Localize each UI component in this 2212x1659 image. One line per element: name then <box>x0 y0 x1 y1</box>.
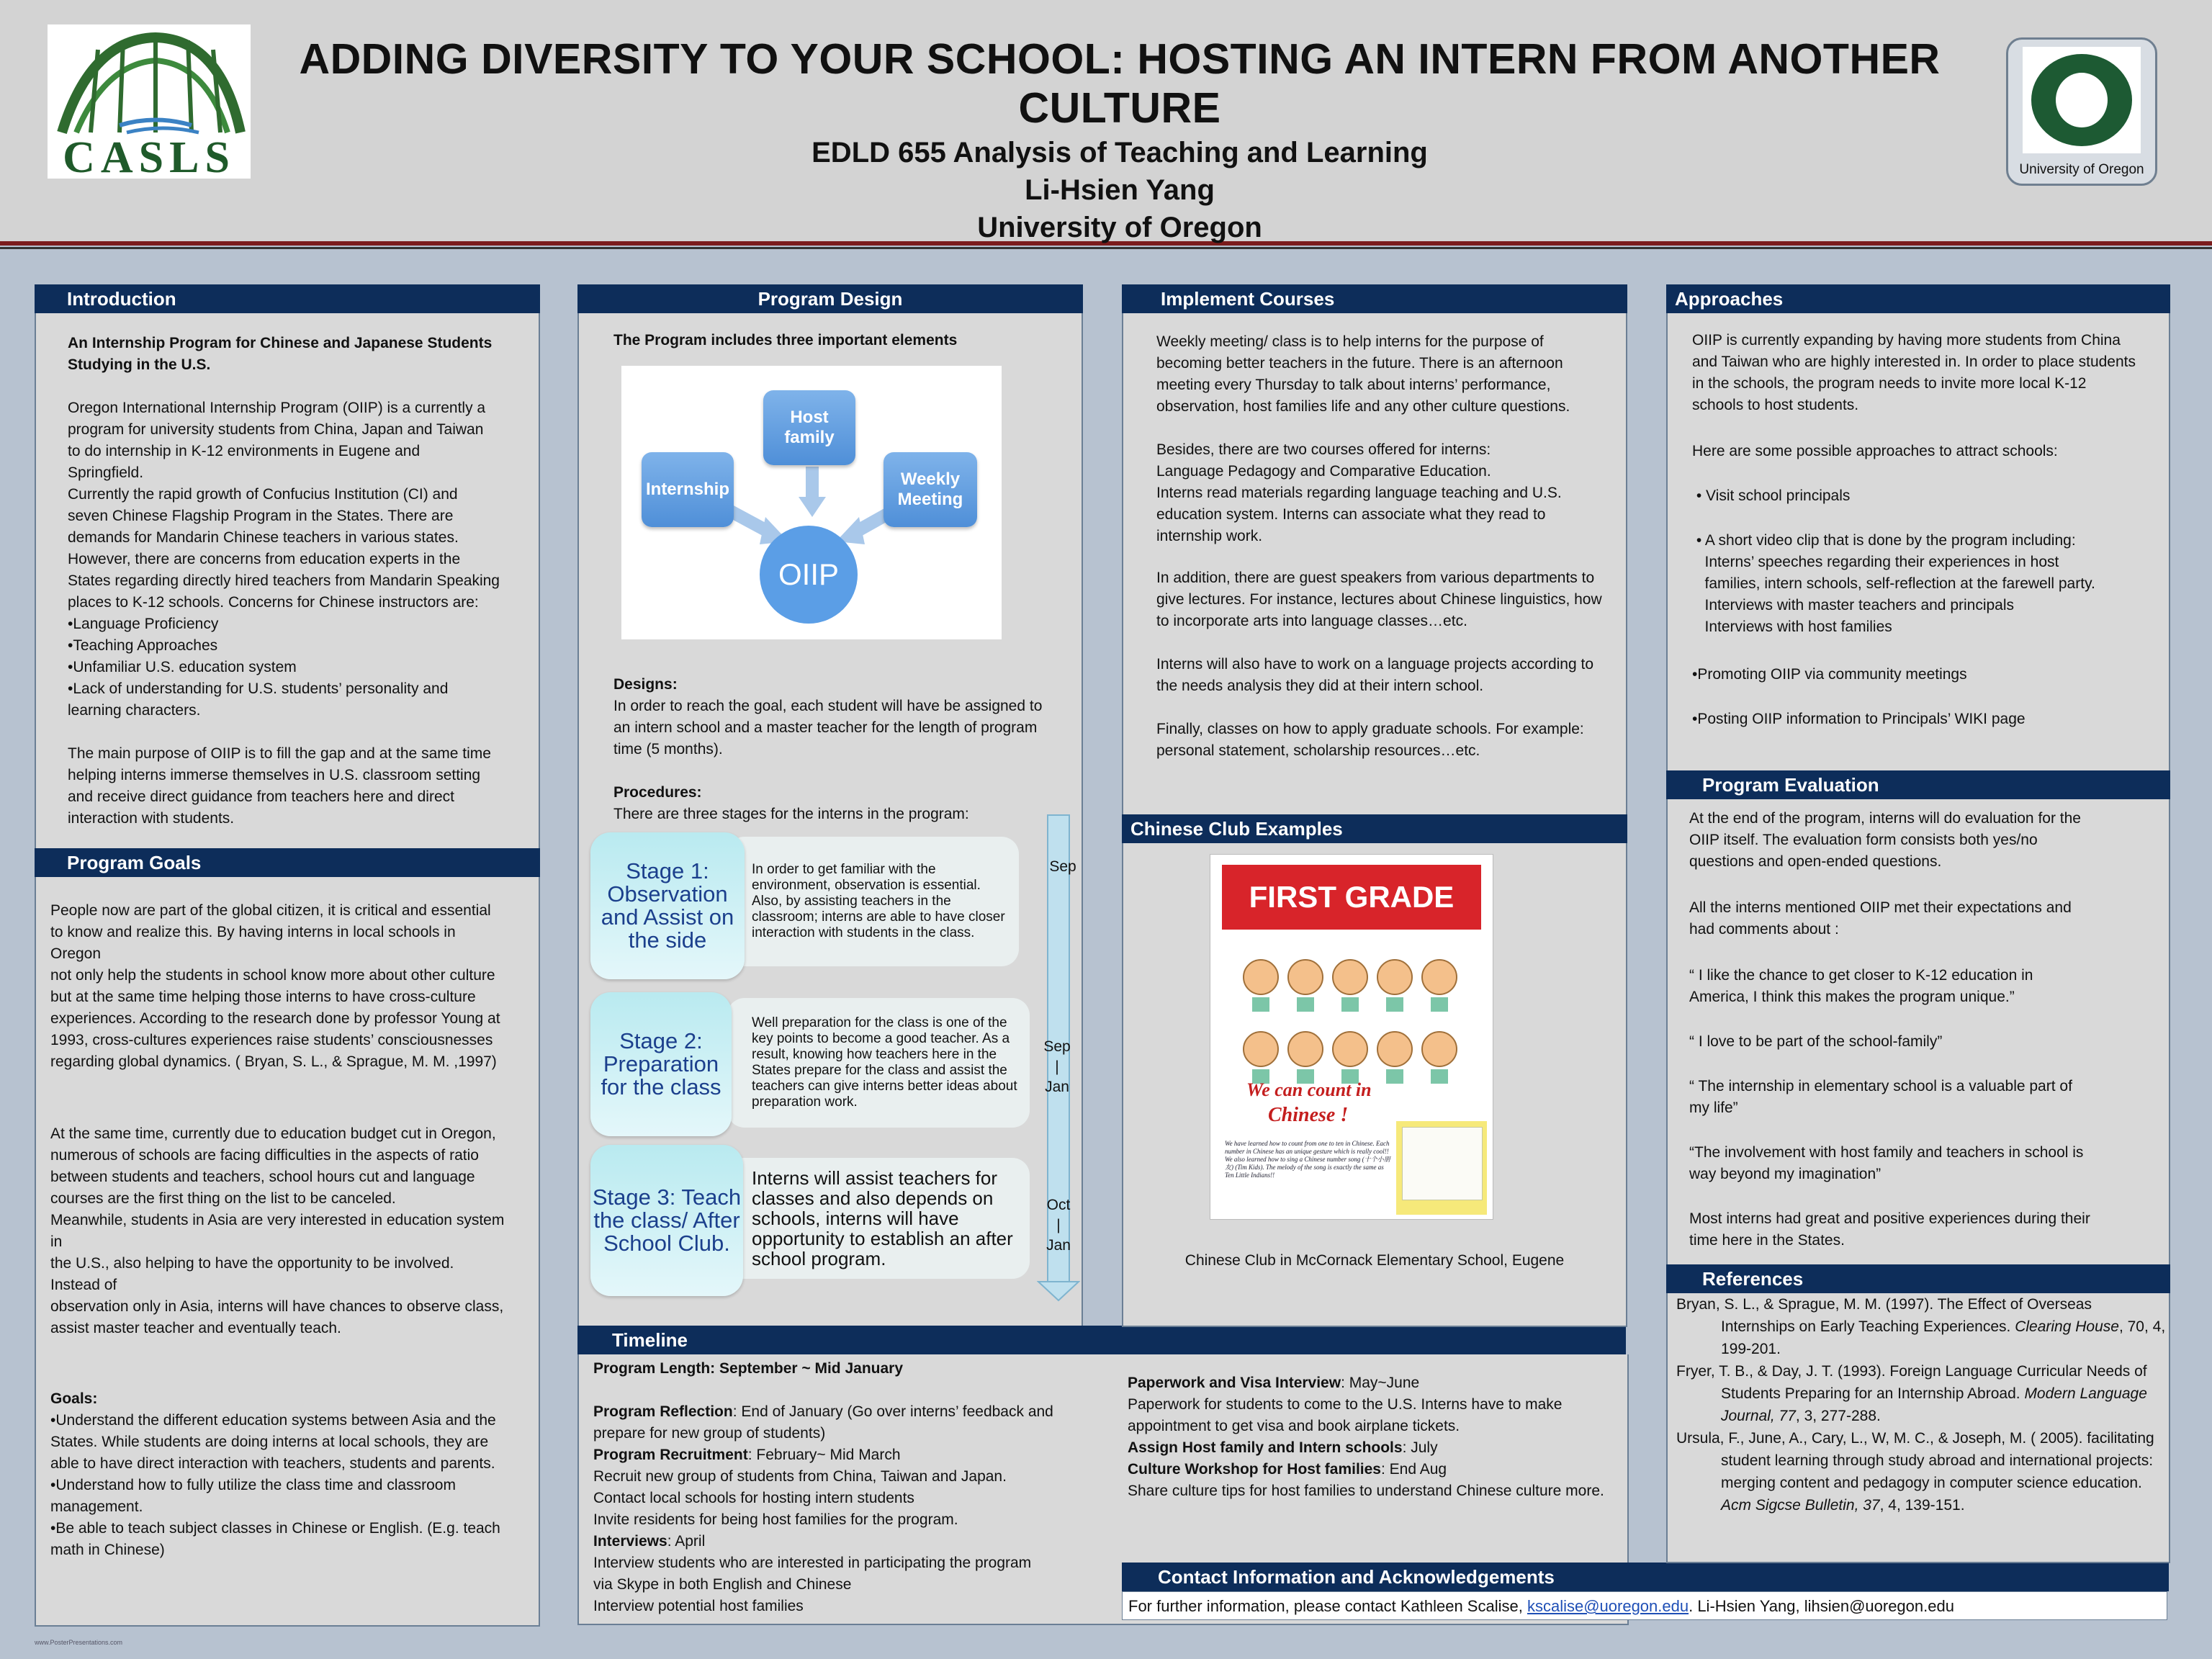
evaluation-paragraph-1: At the end of the program, interns will do evaluation for the OIIP itself. The evaluation form consists both yes/no questions and open-ended questions. <box>1689 810 2081 870</box>
reference-2 <box>1676 1360 2166 1427</box>
paperwork-label: Paperwork and Visa Interview <box>1128 1375 1341 1391</box>
chinese-club-heading: Chinese Club Examples <box>1122 814 1627 843</box>
flyer-script-1: We can count in <box>1246 1079 1372 1100</box>
reflection-text: : End of January (Go over interns’ feedback and prepare for new group of students) <box>593 1403 1053 1442</box>
stage-3-description-text: Interns will assist teachers for classes and also depends on schools, interns will have opportunity to establish an after school program. <box>752 1167 1013 1269</box>
stage-1-month: Sep <box>1049 858 1076 875</box>
reference-2-pages: , 3, 277-288. <box>1795 1408 1881 1424</box>
diagram-center: OIIP <box>778 557 840 591</box>
evaluation-paragraph-2: All the interns mentioned OIIP met their expectations and had comments about : <box>1689 899 2072 938</box>
uo-logo <box>2006 37 2157 186</box>
timeline-interviews <box>593 1531 1054 1617</box>
timeline-paperwork <box>1128 1372 1617 1437</box>
stage-1-box: Stage 1: Observation and Assist on the side <box>590 832 745 979</box>
stage-3-month: Oct | Jan <box>1046 1197 1071 1254</box>
implement-paragraph-5: Finally, classes on how to apply graduate schools. For example: personal statement, scholarship resources…etc. <box>1156 721 1584 759</box>
approaches-bullet-2: • A short video clip that is done by the program including: Interns’ speeches regarding their experiences in host families, intern schools, self-reflection at the farewell party. Interviews with master teachers and principals Interviews with host families <box>1696 532 2095 635</box>
oiip-diagram <box>621 366 1002 639</box>
timeline-recruitment <box>593 1444 1054 1531</box>
stage-3-description <box>727 1158 1030 1279</box>
evaluation-quote-2: “ I love to be part of the school-family” <box>1689 1033 1943 1050</box>
flyer-script-2: Chinese ! <box>1268 1104 1349 1126</box>
author-name: Li-Hsien Yang <box>1025 174 1215 206</box>
references-list <box>1676 1293 2166 1516</box>
procedures-text: There are three stages for the interns in the program: <box>613 806 969 822</box>
evaluation-quote-3: “ The internship in elementary school is a valuable part of my life” <box>1689 1078 2072 1116</box>
contact-heading: Contact Information and Acknowledgements <box>1122 1563 2169 1591</box>
program-evaluation-heading: Program Evaluation <box>1666 770 2170 799</box>
flyer-photo <box>1402 1127 1483 1200</box>
club-flyer <box>1210 854 1493 1220</box>
diagram-internship: Internship <box>642 452 734 527</box>
stage-2-box: Stage 2: Preparation for the class <box>590 992 732 1136</box>
recruitment-text: : February~ Mid March Recruit new group of students from China, Taiwan and Japan. Contact local schools for hosting intern students Invite residents for being host families for the program. <box>593 1447 1007 1528</box>
introduction-subtitle: An Internship Program for Chinese and Japanese Students Studying in the U.S. <box>68 335 493 373</box>
reference-3-text: Ursula, F., June, A., Cary, L., W, M. C., & Joseph, M. ( 2005). facilitating student learning through study abroad and international projects: merging content and pedagogy in computer science education. <box>1676 1430 2154 1491</box>
uo-logo-caption: University of Oregon <box>2019 162 2144 177</box>
casls-logo <box>48 24 251 179</box>
approaches-bullet-4: •Posting OIIP information to Principals’ WIKI page <box>1692 711 2026 727</box>
assign-text: : July <box>1402 1439 1438 1456</box>
goals-label: Goals: <box>50 1390 98 1407</box>
assign-label: Assign Host family and Intern schools <box>1128 1439 1403 1456</box>
implement-paragraph-4: Interns will also have to work on a language projects according to the needs analysis they did at their intern school. <box>1156 656 1594 694</box>
poster-title: ADDING DIVERSITY TO YOUR SCHOOL: HOSTING AN INTERN FROM ANOTHER CULTURE <box>299 35 1941 132</box>
course-name: EDLD 655 Analysis of Teaching and Learning <box>811 137 1428 168</box>
program-design-heading: Program Design <box>577 284 1083 313</box>
flyer-banner: FIRST GRADE <box>1222 865 1481 930</box>
timeline-length: Program Length: September ~ Mid January <box>593 1360 904 1377</box>
reference-2-text: Fryer, T. B., & Day, J. T. (1993). Foreign Language Curricular Needs of Students Preparing for an Internship Abroad. <box>1676 1363 2147 1402</box>
casls-logo-text: CASLS <box>63 133 235 179</box>
stage-1-description-text: In order to get familiar with the environment, observation is essential. Also, by assisting teachers in the classroom; interns are able to have closer interaction with students in the class. <box>752 862 1005 940</box>
stage-3-box: Stage 3: Teach the class/ After School Club. <box>590 1145 743 1296</box>
stage-1-description <box>727 837 1019 966</box>
evaluation-quote-1: “ I like the chance to get closer to K-12 education in America, I think this makes the program unique.” <box>1689 967 2033 1005</box>
implement-courses-heading: Implement Courses <box>1122 284 1627 313</box>
reference-1-journal: Clearing House <box>2015 1318 2119 1335</box>
interviews-text: : April Interview students who are interested in participating the program via Skype in both English and Chinese Interview potential host families <box>593 1533 1032 1614</box>
reflection-label: Program Reflection <box>593 1403 733 1420</box>
introduction-heading: Introduction <box>35 284 540 313</box>
diagram-weekly-meeting: Weekly Meeting <box>884 452 977 527</box>
reference-2-journal: Modern Language Journal, 77 <box>1721 1385 2147 1424</box>
workshop-label: Culture Workshop for Host families <box>1128 1461 1381 1478</box>
reference-3-journal: Acm Sigcse Bulletin, 37 <box>1721 1497 1880 1514</box>
timeline-workshop <box>1128 1459 1617 1502</box>
timeline-heading: Timeline <box>577 1326 1626 1354</box>
references-heading: References <box>1666 1264 2170 1293</box>
goals-list: •Understand the different education systems between Asia and the States. While students are doing interns at local schools, they are able to have direct interaction with teachers, students and parents. •Understand how to fully utilize the class time and classroom management. •Be able to teach subject classes in Chinese or English. (E.g. teach math in Chinese) <box>50 1412 500 1558</box>
flyer-small-text: We have learned how to count from one to ten in Chinese. Each number in Chinese has an unique gesture which is really cool!! We also learned how to sing a Chinese number song (十个小朋友) (Tim Kids). The melody of the song is exactly the same as Ten Little Indians!! <box>1225 1140 1390 1179</box>
interviews-label: Interviews <box>593 1533 667 1550</box>
stage-2-description-text: Well preparation for the class is one of the key points to become a good teacher. As a result, knowing how teachers here in the States prepare for the class and assist the teachers can give interns better ideas about preparation work. <box>752 1015 1017 1110</box>
contact-post: . Li-Hsien Yang, lihsien@uoregon.edu <box>1689 1597 1954 1615</box>
designs-text: In order to reach the goal, each student will have be assigned to an intern school and a master teacher for the length of program time (5 months). <box>613 698 1043 757</box>
workshop-text: : End Aug Share culture tips for host families to understand Chinese culture more. <box>1128 1461 1604 1499</box>
implement-paragraph-3: In addition, there are guest speakers from various departments to give lectures. For instance, lectures about Chinese linguistics, how to incorporate arts into language classes…etc. <box>1156 570 1602 629</box>
implement-paragraph-2: Besides, there are two courses offered for interns: Language Pedagogy and Comparative Education. Interns read materials regarding language teaching and U.S. education system. Interns can associate what they read to internship work. <box>1156 441 1562 544</box>
club-caption: Chinese Club in McCornack Elementary School, Eugene <box>1184 1252 1565 1269</box>
reference-3 <box>1676 1427 2166 1516</box>
timeline-reflection <box>593 1401 1054 1444</box>
recruitment-label: Program Recruitment <box>593 1447 748 1463</box>
institution-name: University of Oregon <box>977 212 1262 243</box>
program-goals-paragraph-2: At the same time, currently due to education budget cut in Oregon, numerous of schools are facing difficulties in the aspects of ratio between students and teachers, school hours cut and language courses are the first thing on the list to be canceled. Meanwhile, students in Asia are very interested in education system in the U.S., also helping to have the opportunity to be involved. Instead of observation only in Asia, interns will have chances to observe class, assist master teacher and eventually teach. <box>50 1125 505 1336</box>
program-goals-paragraph-1: People now are part of the global citizen, it is critical and essential to know and realize this. By having interns in local schools in Oregon not only help the students in school know more about other culture but at the same time helping those interns to have cross-culture experiences. According to the research done by professor Young at 1993, cross-cultures experiences raise students’ consciousnesses regarding global dynamics. ( Bryan, S. L., & Sprague, M. M. ,1997) <box>50 902 500 1070</box>
paperwork-text: : May~June Paperwork for students to come to the U.S. Interns have to make appointment to get visa and book airplane tickets. <box>1128 1375 1563 1434</box>
reference-3-pages: , 4, 139-151. <box>1879 1497 1965 1514</box>
program-design-intro: The Program includes three important elements <box>613 332 958 349</box>
designs-label: Designs: <box>613 676 678 693</box>
approaches-paragraph-2: Here are some possible approaches to attract schools: <box>1692 443 2058 459</box>
contact-email-link[interactable]: kscalise@uoregon.edu <box>1527 1597 1689 1615</box>
stage-2-description <box>727 998 1030 1128</box>
introduction-paragraph-2: Currently the rapid growth of Confucius Institution (CI) and seven Chinese Flagship Program in the States. There are demands for Mandarin Chinese teachers in various states. However, there are concerns from education experts in the States regarding directly hired teachers from Mandarin Speaking places to K-12 schools. Concerns for Chinese instructors are: •Language Proficiency •Teaching Approaches •Unfamiliar U.S. education system •Lack of understanding for U.S. students’ personality and learning characters. <box>68 486 500 719</box>
approaches-heading: Approaches <box>1666 284 2170 313</box>
header-divider-dark <box>0 247 2212 249</box>
stage-2-month: Sep | Jan <box>1043 1038 1071 1095</box>
reference-1 <box>1676 1293 2166 1360</box>
footer-credit: www.PosterPresentations.com <box>35 1639 123 1646</box>
timeline-assign <box>1128 1437 1617 1459</box>
evaluation-quote-4: “The involvement with host family and teachers in school is way beyond my imagination” <box>1689 1144 2084 1182</box>
program-goals-heading: Program Goals <box>35 848 540 877</box>
reference-1-pages: , 70, 4, 199-201. <box>1721 1318 2166 1357</box>
contact-pre: For further information, please contact Kathleen Scalise, <box>1128 1597 1527 1615</box>
implement-paragraph-1: Weekly meeting/ class is to help interns for the purpose of becoming better teachers in the future. There is an afternoon meeting every Thursday to talk about interns’ performance, observation, host families life and any other culture questions. <box>1156 333 1570 415</box>
reference-1-text: Bryan, S. L., & Sprague, M. M. (1997). The Effect of Overseas Internships on Early Teaching Experiences. <box>1676 1296 2092 1335</box>
approaches-paragraph-1: OIIP is currently expanding by having more students from China and Taiwan who are highly interested in. In order to place students in the schools, the program needs to invite more local K-12 schools to host students. <box>1692 332 2136 413</box>
diagram-host-family: Host family <box>763 390 855 465</box>
introduction-paragraph-1: Oregon International Internship Program (OIIP) is a currently a program for university students from China, Japan and Taiwan to do internship in K-12 environments in Eugene and Springfield. <box>68 400 486 481</box>
introduction-paragraph-3: The main purpose of OIIP is to fill the gap and at the same time helping interns immerse themselves in U.S. classroom setting and receive direct guidance from teachers here and direct interaction with students. <box>68 745 491 827</box>
approaches-bullet-3: •Promoting OIIP via community meetings <box>1692 666 1967 683</box>
procedures-label: Procedures: <box>613 784 702 801</box>
flyer-photo-frame <box>1396 1121 1487 1215</box>
approaches-bullet-1: • Visit school principals <box>1692 487 1851 504</box>
contact-info <box>1122 1591 2167 1620</box>
evaluation-paragraph-3: Most interns had great and positive experiences during their time here in the States. <box>1689 1210 2090 1249</box>
